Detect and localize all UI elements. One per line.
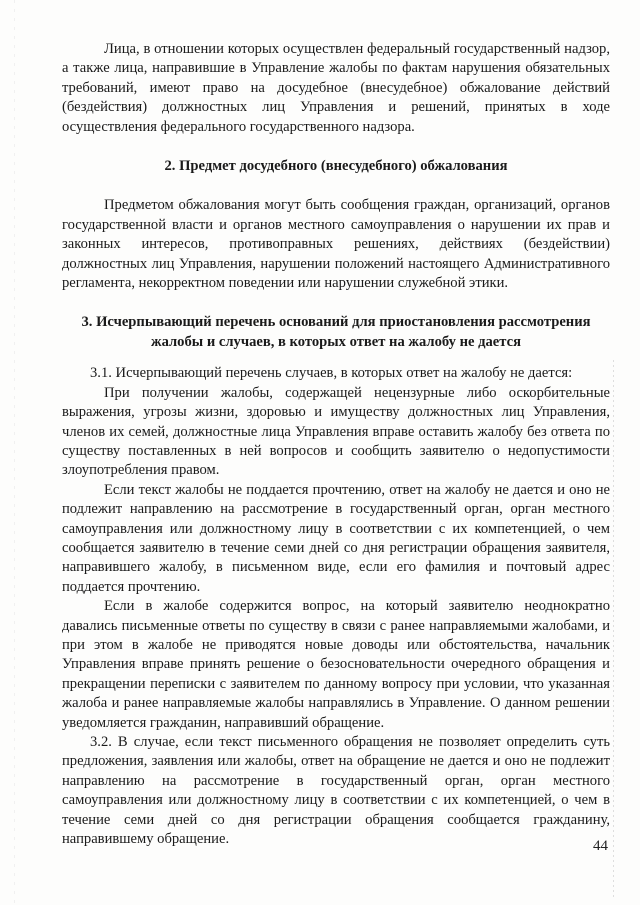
- section-3-heading-line-1: 3. Исчерпывающий перечень оснований для приостановления рассмотрения: [81, 314, 591, 331]
- section-3-heading-line-2: жалобы и случаев, в которых ответ на жалобу не дается: [150, 333, 521, 350]
- scan-artifact: [613, 360, 614, 900]
- intro-paragraph: Лица, в отношении которых осуществлен федеральный государственный надзор, а также лица, направившие в Управление жалобы по фактам нарушения обязательных требований, имеют право на досудебное (внесудебное) обжалование действий (бездействия) должностных лиц Управления и решений, принятых в ходе осуществления федерального государственного надзора.: [62, 41, 610, 135]
- section-2-paragraph: Предметом обжалования могут быть сообщения граждан, организаций, органов государственной власти и органов местного самоуправления о нарушении их прав и законных интересов, противоправных решениях, действиях (бездействии) должностных лиц Управления, нарушении положений настоящего Административного регламента, некорректном поведении или нарушении служебной этики.: [62, 197, 610, 292]
- section-3-heading: [62, 313, 610, 352]
- section-3-paragraph: Если текст жалобы не поддается прочтению, ответ на жалобу не дается и оно не подлежит направлению на рассмотрение в государственный орган, орган местного самоуправления или должностному лицу в соответствии с их компетенцией, о чем сообщается заявителю в течение семи дней со дня регистрации обращения заявителя, направившего жалобу, в письменном виде, если его фамилия и почтовый адрес поддается прочтению.: [62, 481, 610, 595]
- document-body: [62, 40, 610, 849]
- section-3-paragraph: При получении жалобы, содержащей нецензурные либо оскорбительные выражения, угрозы жизни, здоровью и имуществу должностных лиц Управления, членов их семей, должностные лица Управления вправе оставить жалобу без ответа по существу поставленных в ней вопросов и сообщить заявителю о недопустимости злоупотребления правом.: [62, 384, 610, 479]
- section-3-paragraph: 3.2. В случае, если текст письменного обращения не позволяет определить суть предложения, заявления или жалобы, ответ на обращение не дается и оно не подлежит направлению на рассмотрение в государственный орган, орган местного самоуправления или должностному лицу в соответствии с их компетенцией, о чем в течение семи дней со дня регистрации обращения сообщается гражданину, направившему обращение.: [62, 734, 610, 848]
- section-2-heading: 2. Предмет досудебного (внесудебного) обжалования: [164, 158, 508, 175]
- scan-artifact: [14, 0, 15, 905]
- page-number: 44: [593, 838, 608, 854]
- section-3-paragraph: 3.1. Исчерпывающий перечень случаев, в которых ответ на жалобу не дается:: [90, 365, 573, 382]
- section-3-paragraph: Если в жалобе содержится вопрос, на который заявителю неоднократно давались письменные ответы по существу в связи с ранее направляемыми жалобами, и при этом в жалобе не приводятся новые доводы или обстоятельства, начальник Управления вправе принять решение о безосновательности очередного обращения и прекращении переписки с заявителем по данному вопросу при условии, что указанная жалоба и ранее направляемые жалобы направлялись в Управление. О данном решении уведомляется гражданин, направивший обращение.: [62, 598, 610, 731]
